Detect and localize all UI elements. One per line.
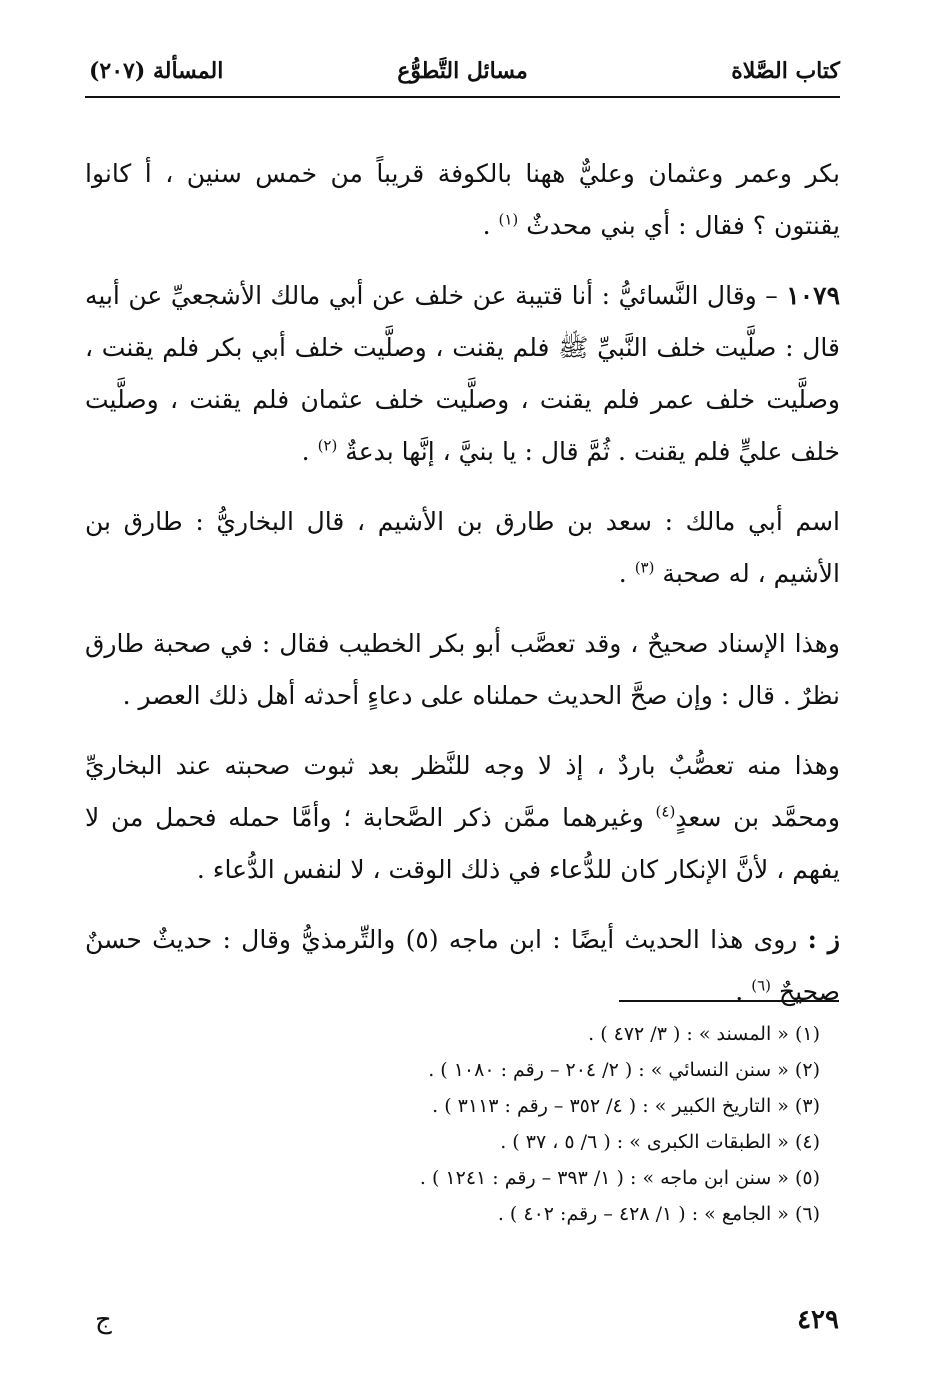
- hadith-number: ١٠٧٩: [786, 281, 840, 310]
- header-chapter-title: مسائل التَّطوُّع: [397, 58, 528, 84]
- main-text: [85, 148, 840, 1036]
- paragraph-text: وهذا الإسناد صحيحٌ ، وقد تعصَّب أبو بكر الخطيب فقال : في صحبة طارق نظرٌ . قال : وإن صحَّ الحديث حملناه على دعاءٍ أحدثه أهل ذلك العصر .: [85, 629, 840, 710]
- paragraph-text: – وقال النَّسائيُّ : أنا قتيبة عن خلف عن أبي مالك الأشجعيِّ عن أبيه قال : صلَّيت خلف النَّبيِّ ﷺ فلم يقنت ، وصلَّيت خلف أبي بكر فلم يقنت ، وصلَّيت خلف عمر فلم يقنت ، وصلَّيت خلف عثمان فلم يقنت ، وصلَّيت خلف عليٍّ فلم يقنت . ثُمَّ قال : يا بنيَّ ، إنَّها بدعةٌ: [85, 281, 840, 466]
- paragraph-4: [85, 618, 840, 722]
- footnote-ref: (١): [498, 210, 519, 229]
- footnote-ref: (٦): [751, 976, 771, 995]
- section-marker: ز :: [807, 925, 841, 954]
- header-issue-number: المسألة (٢٠٧): [89, 58, 224, 84]
- paragraph-end: .: [735, 977, 752, 1006]
- footnote-divider: [619, 1000, 839, 1002]
- paragraph-5: [85, 740, 840, 896]
- footnote-ref: (٣): [634, 558, 655, 577]
- footnotes: [85, 1016, 820, 1232]
- footnote-5: (٥) « سنن ابن ماجه » : ( ١/ ٣٩٣ – رقم : ١٢٤١ ) .: [419, 1167, 820, 1189]
- header-book-title: كتاب الصَّلاة: [731, 58, 840, 84]
- paragraph-end: .: [301, 437, 318, 466]
- signature-mark: ج: [95, 1305, 112, 1335]
- footnote-6: (٦) « الجامع » : ( ١/ ٤٢٨ – رقم: ٤٠٢ ) .: [497, 1203, 820, 1225]
- footnote-2: (٢) « سنن النسائي » : ( ٢/ ٢٠٤ – رقم : ١٠٨٠ ) .: [428, 1059, 820, 1081]
- paragraph-text: روى هذا الحديث أيضًا : ابن ماجه (٥) والتِّرمذيُّ وقال : حديثٌ حسنٌ صحيحٌ: [85, 925, 840, 1006]
- paragraph-1: [85, 148, 840, 252]
- running-header: [85, 50, 840, 98]
- paragraph-end: .: [482, 211, 499, 240]
- paragraph-text: بكر وعمر وعثمان وعليٌّ ههنا بالكوفة قريباً من خمس سنين ، أ كانوا يقنتون ؟ فقال : أي بني محدثٌ: [85, 159, 840, 240]
- paragraph-text: وهذا منه تعصُّبٌ باردٌ ، إذ لا وجه للنَّظر بعد ثبوت صحبته عند البخاريِّ ومحمَّد بن سعدٍ: [85, 751, 840, 832]
- paragraph-text: اسم أبي مالك : سعد بن طارق بن الأشيم ، قال البخاريُّ : طارق بن الأشيم ، له صحبة: [85, 507, 840, 588]
- page-number: ٤٢٩: [797, 1305, 839, 1335]
- footnote-ref: (٤): [655, 802, 676, 821]
- paragraph-2: [85, 270, 840, 478]
- paragraph-end: .: [618, 559, 635, 588]
- footnote-1: (١) « المسند » : ( ٣/ ٤٧٢ ) .: [588, 1023, 820, 1045]
- paragraph-6: [85, 914, 840, 1018]
- footnote-3: (٣) « التاريخ الكبير » : ( ٤/ ٣٥٢ – رقم : ٣١١٣ ) .: [432, 1095, 820, 1117]
- paragraph-3: [85, 496, 840, 600]
- footnote-4: (٤) « الطبقات الكبرى » : ( ٦/ ٥ ، ٣٧ ) .: [500, 1131, 820, 1153]
- footnote-ref: (٢): [317, 436, 338, 455]
- paragraph-end: وغيرهما ممَّن ذكر الصَّحابة ؛ وأمَّا حمله فحمل من لا يفهم ، لأنَّ الإنكار كان للدُّعاء في ذلك الوقت ، لا لنفس الدُّعاء .: [85, 803, 840, 884]
